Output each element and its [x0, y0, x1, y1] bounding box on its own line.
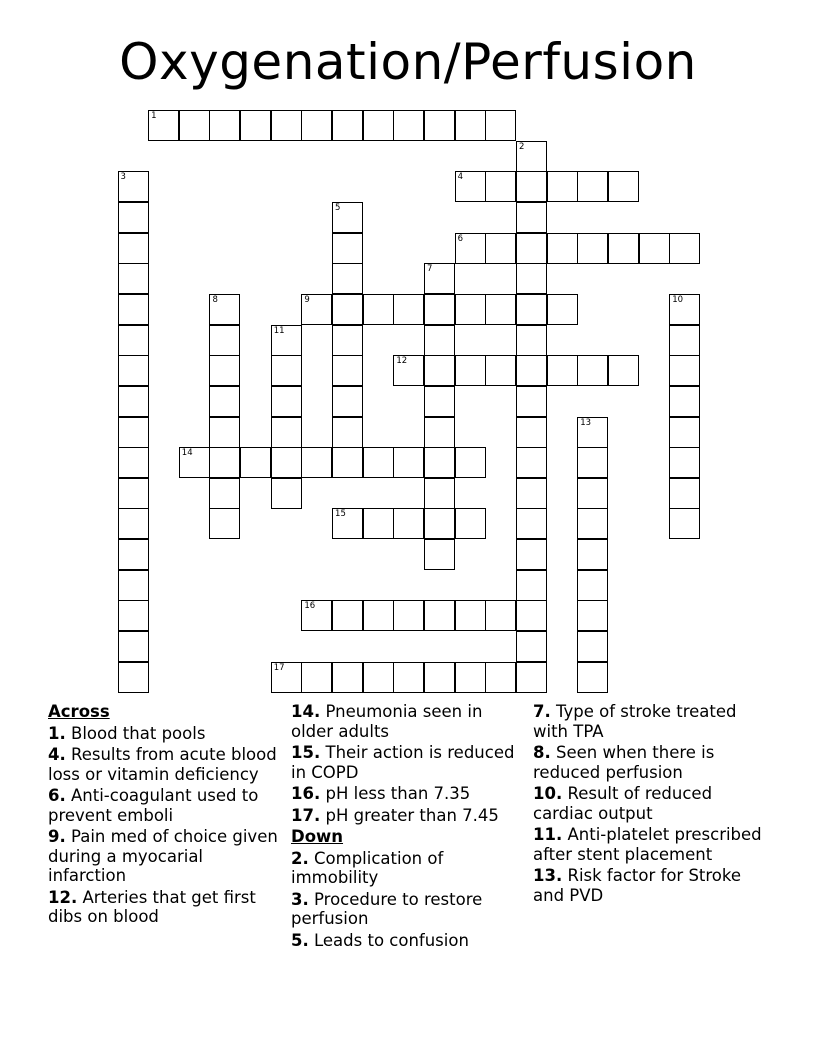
cell-number: 10 — [672, 294, 684, 305]
grid-cell[interactable] — [485, 600, 516, 631]
grid-cell[interactable] — [393, 294, 424, 325]
grid-cell[interactable] — [516, 508, 547, 539]
grid-cell[interactable] — [332, 508, 363, 539]
clue-down-2: 2. Complication of immobility — [291, 848, 444, 887]
grid-cell[interactable] — [608, 171, 639, 202]
clue-down-10: 10. Result of reduced cardiac output — [533, 784, 713, 823]
grid-cell[interactable] — [516, 539, 547, 570]
grid-cell[interactable] — [363, 600, 394, 631]
grid-cell[interactable] — [424, 110, 455, 141]
grid-cell[interactable] — [455, 662, 486, 693]
grid-cell[interactable] — [485, 233, 516, 264]
cell-number: 16 — [304, 601, 316, 612]
grid-cell[interactable] — [393, 662, 424, 693]
grid-cell[interactable] — [179, 110, 210, 141]
grid-cell[interactable] — [301, 447, 332, 478]
grid-cell[interactable] — [669, 386, 700, 417]
grid-cell[interactable] — [516, 263, 547, 294]
clue-down-13: 13. Risk factor for Stroke and PVD — [533, 866, 742, 905]
grid-cell[interactable] — [209, 110, 240, 141]
grid-cell[interactable] — [516, 600, 547, 631]
grid-cell[interactable] — [118, 570, 149, 601]
grid-cell[interactable] — [393, 600, 424, 631]
cell-number: 4 — [457, 172, 464, 183]
grid-cell[interactable] — [455, 600, 486, 631]
grid-cell[interactable] — [485, 171, 516, 202]
grid-cell[interactable] — [271, 110, 302, 141]
grid-cell[interactable] — [516, 570, 547, 601]
grid-cell[interactable] — [424, 662, 455, 693]
grid-cell[interactable] — [547, 171, 578, 202]
grid-cell[interactable] — [271, 355, 302, 386]
cell-number: 1 — [151, 111, 157, 121]
grid-cell[interactable] — [669, 294, 700, 325]
grid-cell[interactable] — [516, 294, 547, 325]
cell-number: 7 — [427, 264, 433, 275]
grid-cell[interactable] — [669, 233, 700, 264]
cell-number: 14 — [181, 448, 193, 459]
grid-cell[interactable] — [455, 508, 486, 539]
clue-across-15: 15. Their action is reduced in COPD — [291, 743, 515, 782]
grid-cell[interactable] — [577, 417, 608, 448]
grid-cell[interactable] — [393, 447, 424, 478]
grid-cell[interactable] — [209, 294, 240, 325]
grid-cell[interactable] — [577, 600, 608, 631]
grid-cell[interactable] — [516, 233, 547, 264]
grid-cell[interactable] — [118, 355, 149, 386]
grid-cell[interactable] — [424, 478, 455, 509]
grid-cell[interactable] — [363, 662, 394, 693]
grid-cell[interactable] — [118, 233, 149, 264]
clue-across-1: 1. Blood that pools — [48, 723, 206, 743]
grid-cell[interactable] — [577, 478, 608, 509]
grid-cell[interactable] — [485, 110, 516, 141]
grid-cell[interactable] — [424, 600, 455, 631]
grid-cell[interactable] — [209, 447, 240, 478]
grid-cell[interactable] — [118, 508, 149, 539]
grid-cell[interactable] — [332, 600, 363, 631]
grid-cell[interactable] — [118, 600, 149, 631]
grid-cell[interactable] — [118, 294, 149, 325]
grid-cell[interactable] — [608, 355, 639, 386]
grid-cell[interactable] — [148, 110, 179, 141]
grid-cell[interactable] — [393, 110, 424, 141]
grid-cell[interactable] — [118, 263, 149, 294]
grid-cell[interactable] — [516, 325, 547, 356]
grid-cell[interactable] — [271, 447, 302, 478]
cell-number: 12 — [396, 356, 408, 367]
grid-cell[interactable] — [516, 202, 547, 233]
grid-cell[interactable] — [209, 478, 240, 509]
grid-cell[interactable] — [271, 478, 302, 509]
grid-cell[interactable] — [577, 662, 608, 693]
grid-cell[interactable] — [118, 539, 149, 570]
grid-cell[interactable] — [118, 447, 149, 478]
grid-cell[interactable] — [669, 447, 700, 478]
grid-cell[interactable] — [271, 417, 302, 448]
cell-number: 11 — [273, 325, 285, 336]
grid-cell[interactable] — [332, 263, 363, 294]
grid-cell[interactable] — [118, 662, 149, 693]
cell-number: 15 — [335, 509, 346, 520]
grid-cell[interactable] — [455, 355, 486, 386]
down-heading: Down — [291, 827, 344, 846]
grid-cell[interactable] — [271, 325, 302, 356]
grid-cell[interactable] — [301, 294, 332, 325]
grid-cell[interactable] — [547, 233, 578, 264]
grid-cell[interactable] — [455, 294, 486, 325]
grid-cell[interactable] — [363, 508, 394, 539]
grid-cell[interactable] — [424, 539, 455, 570]
grid-cell[interactable] — [179, 447, 210, 478]
grid-cell[interactable] — [424, 325, 455, 356]
grid-cell[interactable] — [271, 662, 302, 693]
clue-down-7: 7. Type of stroke treated with TPA — [533, 702, 737, 741]
grid-cell[interactable] — [332, 662, 363, 693]
grid-cell[interactable] — [577, 631, 608, 662]
grid-cell[interactable] — [608, 233, 639, 264]
puzzle-title: Oxygenation/Perfusion — [119, 33, 697, 91]
cell-number: 6 — [457, 233, 464, 244]
cell-number: 8 — [212, 294, 218, 305]
cell-number: 2 — [518, 141, 525, 152]
clue-column-1 — [48, 702, 286, 929]
clue-across-14: 14. Pneumonia seen in older adults — [291, 702, 483, 741]
grid-cell[interactable] — [516, 355, 547, 386]
cell-number: 13 — [580, 417, 592, 428]
grid-cell[interactable] — [332, 325, 363, 356]
grid-cell[interactable] — [424, 417, 455, 448]
grid-cell[interactable] — [424, 508, 455, 539]
grid-cell[interactable] — [516, 386, 547, 417]
across-heading: Across — [48, 702, 110, 721]
grid-cell[interactable] — [301, 600, 332, 631]
grid-cell[interactable] — [669, 478, 700, 509]
grid-cell[interactable] — [332, 386, 363, 417]
grid-cell[interactable] — [516, 478, 547, 509]
clue-across-4: 4. Results from acute blood loss or vitamin deficiency — [48, 745, 277, 784]
grid-cell[interactable] — [332, 110, 363, 141]
grid-cell[interactable] — [516, 447, 547, 478]
grid-cell[interactable] — [332, 294, 363, 325]
grid-cell[interactable] — [516, 662, 547, 693]
clue-down-3: 3. Procedure to restore perfusion — [291, 889, 483, 928]
grid-cell[interactable] — [118, 202, 149, 233]
grid-cell[interactable] — [424, 294, 455, 325]
cell-number: 3 — [120, 172, 126, 183]
grid-cell[interactable] — [363, 447, 394, 478]
cell-number: 17 — [273, 662, 285, 673]
grid-cell[interactable] — [577, 570, 608, 601]
clue-down-5: 5. Leads to confusion — [291, 930, 469, 950]
grid-cell[interactable] — [393, 355, 424, 386]
grid-cell[interactable] — [240, 447, 271, 478]
grid-cell[interactable] — [118, 631, 149, 662]
grid-cell[interactable] — [485, 662, 516, 693]
grid-cell[interactable] — [669, 417, 700, 448]
grid-cell[interactable] — [363, 294, 394, 325]
cell-number: 5 — [335, 202, 341, 213]
grid-cell[interactable] — [209, 508, 240, 539]
grid-cell[interactable] — [516, 417, 547, 448]
clue-across-16: 16. pH less than 7.35 — [291, 784, 471, 803]
clue-across-9: 9. Pain med of choice given during a myocarial infarction — [48, 827, 278, 885]
grid-cell[interactable] — [547, 294, 578, 325]
grid-cell[interactable] — [332, 233, 363, 264]
grid-cell[interactable] — [424, 386, 455, 417]
grid-cell[interactable] — [455, 233, 486, 264]
grid-cell[interactable] — [118, 478, 149, 509]
grid-cell[interactable] — [485, 355, 516, 386]
grid-cell[interactable] — [577, 539, 608, 570]
grid-cell[interactable] — [332, 355, 363, 386]
grid-cell[interactable] — [332, 202, 363, 233]
grid-cell[interactable] — [516, 631, 547, 662]
grid-cell[interactable] — [516, 171, 547, 202]
clue-across-12: 12. Arteries that get first dibs on blood — [48, 887, 256, 926]
grid-cell[interactable] — [669, 325, 700, 356]
grid-cell[interactable] — [118, 171, 149, 202]
grid-cell[interactable] — [455, 447, 486, 478]
grid-cell[interactable] — [424, 263, 455, 294]
grid-cell[interactable] — [301, 110, 332, 141]
grid-cell[interactable] — [393, 508, 424, 539]
grid-cell[interactable] — [209, 355, 240, 386]
grid-cell[interactable] — [209, 417, 240, 448]
grid-cell[interactable] — [455, 171, 486, 202]
grid-cell[interactable] — [209, 386, 240, 417]
grid-cell[interactable] — [577, 233, 608, 264]
cell-number: 9 — [304, 294, 310, 305]
clue-column-2 — [291, 702, 529, 952]
clue-column-3 — [533, 702, 773, 907]
grid-cell[interactable] — [577, 171, 608, 202]
grid-cell[interactable] — [271, 386, 302, 417]
grid-cell[interactable] — [485, 294, 516, 325]
grid-cell[interactable] — [240, 110, 271, 141]
grid-cell[interactable] — [118, 386, 149, 417]
grid-cell[interactable] — [332, 447, 363, 478]
grid-cell[interactable] — [669, 508, 700, 539]
grid-cell[interactable] — [209, 325, 240, 356]
grid-cell[interactable] — [332, 417, 363, 448]
grid-cell[interactable] — [669, 355, 700, 386]
clue-down-11: 11. Anti-platelet prescribed after stent placement — [533, 825, 762, 864]
grid-cell[interactable] — [118, 417, 149, 448]
grid-cell[interactable] — [639, 233, 670, 264]
grid-cell[interactable] — [577, 447, 608, 478]
clue-across-6: 6. Anti-coagulant used to prevent emboli — [48, 786, 259, 825]
grid-cell[interactable] — [301, 662, 332, 693]
clue-down-8: 8. Seen when there is reduced perfusion — [533, 743, 715, 782]
grid-cell[interactable] — [424, 355, 455, 386]
grid-cell[interactable] — [455, 110, 486, 141]
grid-cell[interactable] — [363, 110, 394, 141]
grid-cell[interactable] — [577, 355, 608, 386]
grid-cell[interactable] — [118, 325, 149, 356]
grid-cell[interactable] — [547, 355, 578, 386]
grid-cell[interactable] — [424, 447, 455, 478]
clue-across-17: 17. pH greater than 7.45 — [291, 805, 499, 825]
grid-cell[interactable] — [516, 141, 547, 172]
grid-cell[interactable] — [577, 508, 608, 539]
